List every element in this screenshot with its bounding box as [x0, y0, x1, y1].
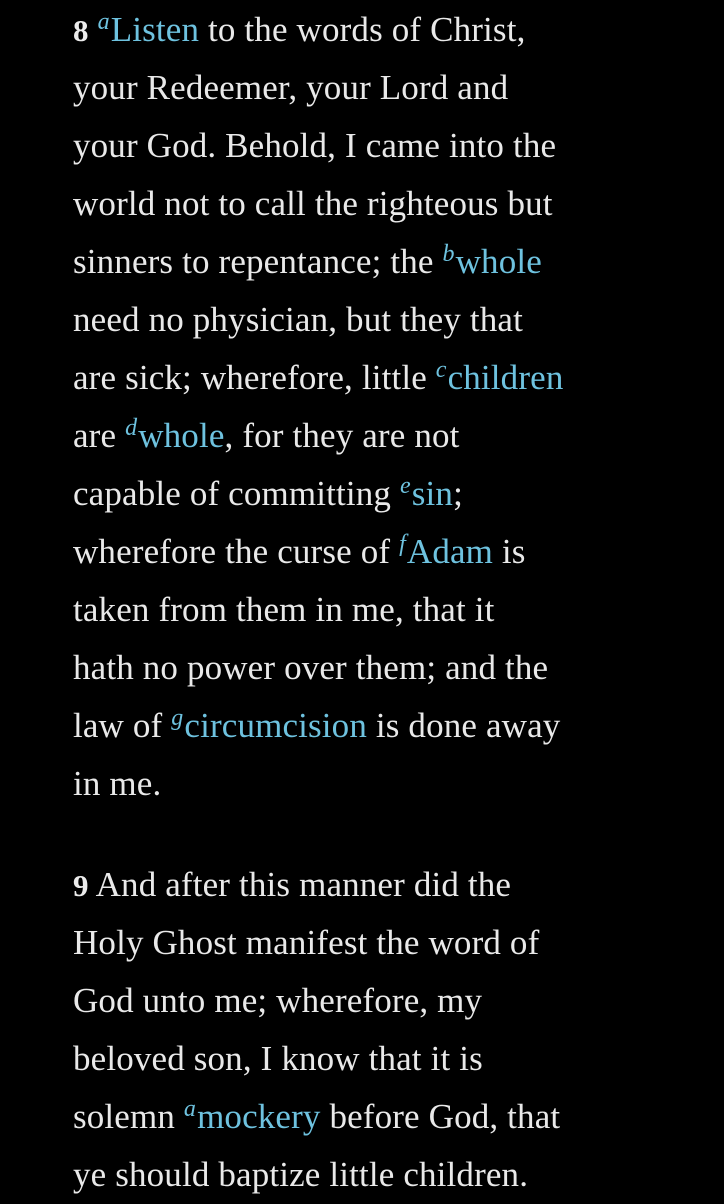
verse-text	[89, 10, 98, 49]
footnote-marker: g	[171, 705, 184, 731]
verse-line	[73, 59, 713, 117]
verse-line	[73, 1146, 713, 1204]
verse-line	[73, 581, 713, 639]
footnote-marker: f	[399, 531, 406, 557]
verse-text: And after this manner did the	[88, 865, 512, 904]
verse-text: ye should baptize little children.	[73, 1155, 529, 1194]
verse-text: capable of committing	[73, 474, 400, 513]
footnote-link-whole[interactable]	[125, 416, 224, 455]
footnote-link-circumcision[interactable]	[171, 706, 367, 745]
verse-text: Holy Ghost manifest the word of	[73, 923, 540, 962]
verse-line	[73, 914, 713, 972]
footnote-link-children[interactable]	[436, 358, 564, 397]
verse-line	[73, 1088, 713, 1146]
verse-text: solemn	[73, 1097, 184, 1136]
verse-line	[73, 175, 713, 233]
verse-line	[73, 972, 713, 1030]
scripture-reader	[73, 0, 713, 1204]
footnote-marker: a	[183, 1096, 197, 1122]
verse-text: need no physician, but they that	[73, 300, 523, 339]
verse-text: , for they are not	[224, 416, 460, 455]
footnote-word: whole	[455, 242, 542, 281]
verse-text: to the words of Christ,	[199, 10, 526, 49]
footnote-link-mockery[interactable]	[184, 1097, 321, 1136]
verse-line	[73, 407, 713, 465]
footnote-word: children	[447, 358, 564, 397]
footnote-link-adam[interactable]	[399, 532, 493, 571]
verse-line	[73, 465, 713, 523]
footnote-word: sin	[411, 474, 454, 513]
footnote-word: circumcision	[184, 706, 367, 745]
footnote-link-listen[interactable]	[98, 10, 200, 49]
verse-text: taken from them in me, that it	[73, 590, 495, 629]
verse-text: your God. Behold, I came into the	[73, 126, 557, 165]
footnote-word: mockery	[197, 1097, 321, 1136]
verse-text: are sick; wherefore, little	[73, 358, 436, 397]
verse-8	[73, 0, 713, 813]
verse-line	[73, 856, 713, 914]
verse-line	[73, 697, 713, 755]
verse-line	[73, 639, 713, 697]
footnote-word: Listen	[110, 10, 200, 49]
footnote-marker: e	[399, 473, 411, 499]
verse-line	[73, 233, 713, 291]
verse-line	[73, 1030, 713, 1088]
footnote-link-sin[interactable]	[400, 474, 453, 513]
verse-line	[73, 523, 713, 581]
verse-text: in me.	[73, 764, 162, 803]
verse-text: are	[73, 416, 126, 455]
verse-number: 8	[73, 13, 89, 48]
footnote-word: whole	[138, 416, 225, 455]
verse-number: 9	[73, 868, 89, 903]
verse-text: ;	[453, 474, 463, 513]
verse-text: your Redeemer, your Lord and	[73, 68, 509, 107]
verse-text: law of	[73, 706, 172, 745]
footnote-marker: a	[97, 9, 110, 35]
verse-text: before God, that	[320, 1097, 561, 1136]
verse-line	[73, 117, 713, 175]
footnote-marker: c	[435, 357, 447, 383]
verse-text: is done away	[366, 706, 561, 745]
verse-text: wherefore the curse of	[73, 532, 400, 571]
verse-text: beloved son, I know that it is	[73, 1039, 483, 1078]
verse-text: world not to call the righteous but	[73, 184, 553, 223]
footnote-marker: d	[125, 415, 138, 441]
verse-line	[73, 755, 713, 813]
verse-line	[73, 1, 713, 59]
verse-line	[73, 349, 713, 407]
footnote-word: Adam	[406, 532, 494, 571]
verse-text: hath no power over them; and the	[73, 648, 549, 687]
verse-9	[73, 856, 713, 1204]
verse-text: sinners to repentance; the	[73, 242, 443, 281]
verse-line	[73, 291, 713, 349]
footnote-marker: b	[442, 241, 455, 267]
footnote-link-whole[interactable]	[442, 242, 541, 281]
verse-text: God unto me; wherefore, my	[73, 981, 483, 1020]
verse-text: is	[493, 532, 526, 571]
